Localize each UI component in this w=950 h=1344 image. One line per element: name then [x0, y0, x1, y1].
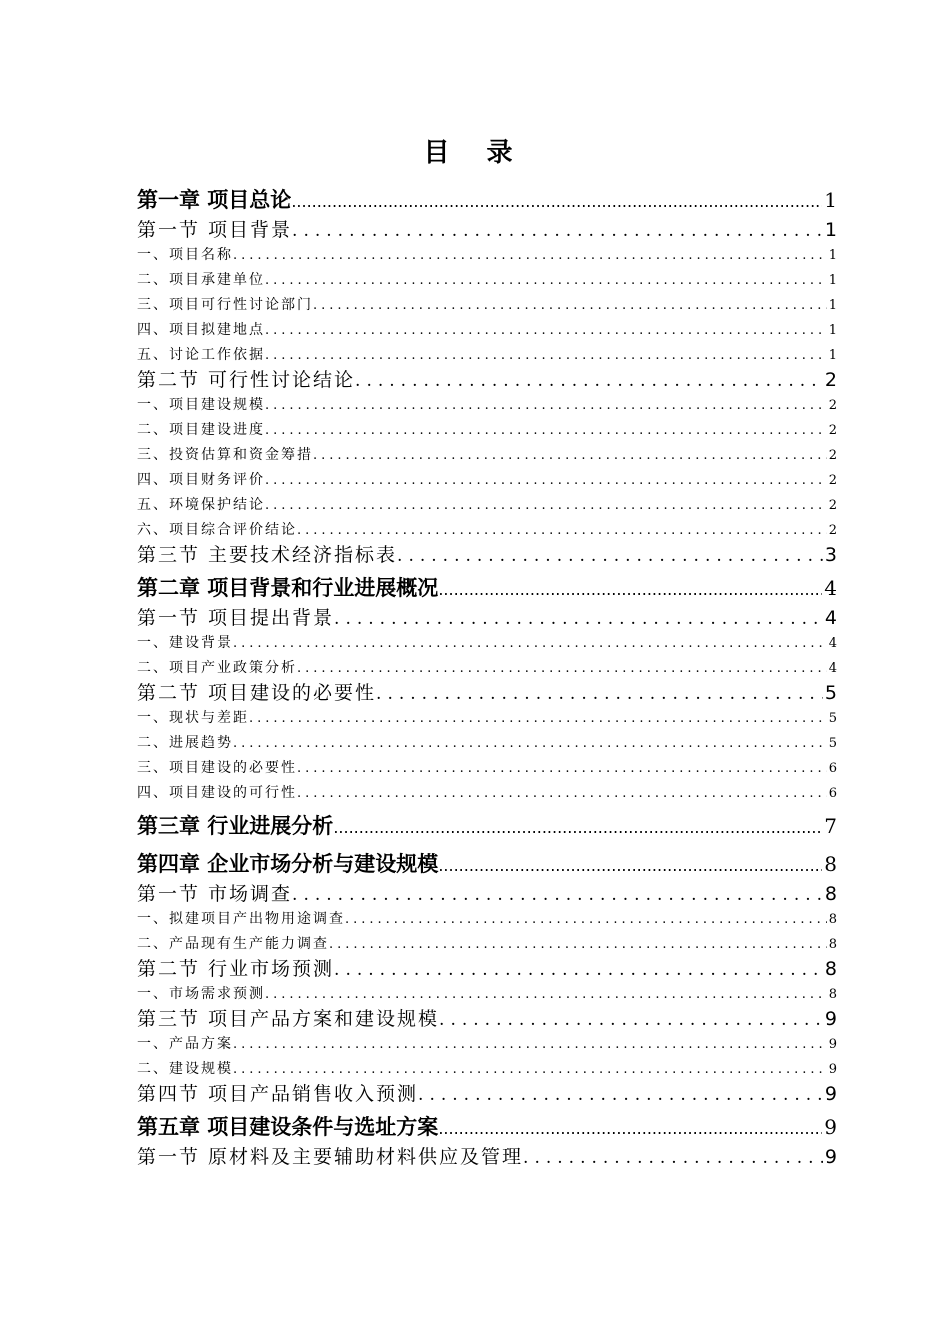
toc-dot-leader: [265, 268, 827, 293]
toc-entry-label: 第一节 项目提出背景: [137, 607, 335, 629]
toc-entry-page: 8: [828, 937, 837, 952]
toc-entry-label: 二、项目建设进度: [137, 422, 265, 438]
toc-entry-chapter[interactable]: [137, 183, 837, 218]
toc-entry-section[interactable]: [137, 1007, 837, 1032]
toc-entry-label: 第二节 行业市场预测: [137, 958, 335, 980]
toc-dot-leader: [523, 1146, 823, 1170]
toc-entry-item[interactable]: [137, 268, 837, 293]
toc-entry-label: 三、项目可行性讨论部门: [137, 297, 313, 313]
toc-entry-section[interactable]: [137, 606, 837, 631]
toc-entry-item[interactable]: [137, 468, 837, 493]
toc-entry-page: 2: [828, 473, 837, 488]
toc-entry-page: 8: [824, 883, 837, 905]
toc-entry-page: 4: [828, 661, 837, 676]
toc-entry-label: 二、建设规模: [137, 1061, 233, 1077]
toc-dot-leader: [438, 848, 822, 882]
toc-entry-page: 1: [828, 248, 837, 263]
toc-entry-label: 四、项目拟建地点: [137, 322, 265, 338]
toc-entry-label: 第三章 行业进展分析: [137, 814, 334, 838]
toc-entry-section[interactable]: [137, 368, 837, 393]
toc-entry-page: 8: [828, 987, 837, 1002]
toc-entry-item[interactable]: [137, 393, 837, 418]
toc-entry-label: 四、项目建设的可行性: [137, 785, 297, 801]
toc-dot-leader: [297, 781, 827, 806]
toc-entry-page: 8: [828, 912, 837, 927]
toc-entry-page: 1: [828, 298, 837, 313]
toc-dot-leader: [345, 907, 827, 932]
toc-entry-page: 1: [828, 348, 837, 363]
toc-dot-leader: [265, 468, 827, 493]
toc-entry-label: 第四章 企业市场分析与建设规模: [137, 852, 439, 876]
toc-entry-label: 六、项目综合评价结论: [137, 522, 297, 538]
toc-entry-label: 第二节 可行性讨论结论: [137, 369, 356, 391]
toc-entry-page: 2: [828, 423, 837, 438]
toc-entry-label: 一、产品方案: [137, 1036, 233, 1052]
toc-dot-leader: [418, 1083, 823, 1107]
toc-dot-leader: [265, 418, 827, 443]
toc-entry-item[interactable]: [137, 1057, 837, 1082]
toc-entry-label: 二、项目承建单位: [137, 272, 265, 288]
toc-entry-label: 三、项目建设的必要性: [137, 760, 297, 776]
toc-entry-item[interactable]: [137, 706, 837, 731]
toc-entry-label: 第一节 项目背景: [137, 219, 293, 241]
toc-entry-page: 5: [828, 711, 837, 726]
toc-entry-item[interactable]: [137, 443, 837, 468]
toc-entry-page: 8: [824, 852, 837, 876]
toc-dot-leader: [334, 607, 823, 631]
toc-entry-item[interactable]: [137, 756, 837, 781]
toc-dot-leader: [297, 756, 827, 781]
toc-entry-page: 5: [828, 736, 837, 751]
toc-dot-leader: [265, 493, 827, 518]
toc-entry-page: 1: [828, 273, 837, 288]
toc-dot-leader: [292, 883, 823, 907]
toc-entry-page: 1: [828, 323, 837, 338]
toc-dot-leader: [376, 682, 823, 706]
toc-entry-chapter[interactable]: [137, 571, 837, 606]
toc-entry-page: 4: [828, 636, 837, 651]
toc-entry-label: 四、项目财务评价: [137, 472, 265, 488]
toc-dot-leader: [297, 656, 827, 681]
toc-entry-section[interactable]: [137, 957, 837, 982]
toc-entry-item[interactable]: [137, 293, 837, 318]
toc-dot-leader: [233, 243, 827, 268]
toc-entry-label: 第一节 原材料及主要辅助材料供应及管理: [137, 1146, 524, 1168]
toc-entry-page: 9: [828, 1037, 837, 1052]
toc-dot-leader: [233, 631, 827, 656]
toc-entry-page: 9: [824, 1008, 837, 1030]
toc-entry-page: 8: [824, 958, 837, 980]
toc-entry-page: 2: [828, 448, 837, 463]
toc-entry-item[interactable]: [137, 493, 837, 518]
toc-entry-page: 2: [828, 523, 837, 538]
toc-entry-section[interactable]: [137, 1145, 837, 1170]
toc-dot-leader: [313, 443, 827, 468]
toc-dot-leader: [292, 219, 823, 243]
toc-entry-item[interactable]: [137, 982, 837, 1007]
toc-entry-item[interactable]: [137, 781, 837, 806]
toc-entry-item[interactable]: [137, 243, 837, 268]
toc-entry-page: 7: [824, 814, 837, 838]
toc-dot-leader: [329, 932, 827, 957]
toc-entry-item[interactable]: [137, 907, 837, 932]
toc-dot-leader: [233, 731, 827, 756]
toc-entry-section[interactable]: [137, 1082, 837, 1107]
toc-dot-leader: [265, 982, 827, 1007]
toc-entry-item[interactable]: [137, 656, 837, 681]
toc-dot-leader: [233, 1032, 827, 1057]
toc-entry-item[interactable]: [137, 418, 837, 443]
toc-dot-leader: [439, 1008, 823, 1032]
toc-entry-label: 一、拟建项目产出物用途调查: [137, 911, 345, 927]
toc-entry-label: 第一节 市场调查: [137, 883, 293, 905]
toc-entry-item[interactable]: [137, 631, 837, 656]
toc-entry-page: 9: [828, 1062, 837, 1077]
table-of-contents: [137, 180, 837, 1170]
toc-dot-leader: [265, 343, 827, 368]
toc-entry-page: 6: [828, 761, 837, 776]
toc-entry-page: 5: [824, 682, 837, 704]
toc-entry-label: 第三节 主要技术经济指标表: [137, 544, 398, 566]
toc-entry-page: 2: [828, 398, 837, 413]
toc-dot-leader: [249, 706, 827, 731]
toc-entry-label: 一、现状与差距: [137, 710, 249, 726]
toc-entry-item[interactable]: [137, 518, 837, 543]
toc-dot-leader: [297, 518, 827, 543]
toc-entry-label: 二、进展趋势: [137, 735, 233, 751]
toc-entry-page: 6: [828, 786, 837, 801]
toc-entry-label: 第四节 项目产品销售收入预测: [137, 1083, 419, 1105]
toc-dot-leader: [438, 1111, 822, 1145]
toc-entry-label: 一、市场需求预测: [137, 986, 265, 1002]
toc-entry-label: 一、建设背景: [137, 635, 233, 651]
toc-entry-label: 五、讨论工作依据: [137, 347, 265, 363]
toc-dot-leader: [313, 293, 827, 318]
toc-entry-item[interactable]: [137, 731, 837, 756]
toc-entry-label: 第二节 项目建设的必要性: [137, 682, 377, 704]
toc-entry-section[interactable]: [137, 543, 837, 568]
toc-entry-label: 一、项目建设规模: [137, 397, 265, 413]
toc-entry-section[interactable]: [137, 218, 837, 243]
toc-entry-page: 4: [824, 576, 837, 600]
toc-entry-label: 第三节 项目产品方案和建设规模: [137, 1008, 440, 1030]
toc-entry-label: 第五章 项目建设条件与选址方案: [137, 1115, 439, 1139]
toc-title: 目 录: [423, 138, 527, 168]
toc-entry-page: 9: [824, 1083, 837, 1105]
toc-entry-section[interactable]: [137, 681, 837, 706]
toc-entry-label: 第一章 项目总论: [137, 188, 292, 212]
toc-entry-label: 三、投资估算和资金筹措: [137, 447, 313, 463]
toc-entry-label: 二、产品现有生产能力调查: [137, 936, 329, 952]
toc-dot-leader: [333, 810, 822, 844]
toc-entry-label: 第二章 项目背景和行业进展概况: [137, 576, 439, 600]
toc-entry-item[interactable]: [137, 932, 837, 957]
toc-entry-chapter[interactable]: [137, 1110, 837, 1145]
toc-entry-page: 4: [824, 607, 837, 629]
toc-entry-page: 9: [824, 1146, 837, 1168]
toc-dot-leader: [397, 544, 823, 568]
toc-entry-page: 2: [824, 369, 837, 391]
toc-dot-leader: [265, 393, 827, 418]
toc-dot-leader: [438, 572, 822, 606]
toc-entry-page: 1: [824, 219, 837, 241]
toc-entry-item[interactable]: [137, 343, 837, 368]
toc-dot-leader: [334, 958, 823, 982]
toc-entry-item[interactable]: [137, 318, 837, 343]
toc-entry-page: 2: [828, 498, 837, 513]
toc-entry-label: 一、项目名称: [137, 247, 233, 263]
toc-entry-item[interactable]: [137, 1032, 837, 1057]
toc-dot-leader: [233, 1057, 827, 1082]
toc-entry-page: 3: [824, 544, 837, 566]
toc-entry-chapter[interactable]: [137, 847, 837, 882]
toc-dot-leader: [265, 318, 827, 343]
toc-entry-label: 五、环境保护结论: [137, 497, 265, 513]
toc-dot-leader: [355, 369, 823, 393]
toc-dot-leader: [291, 184, 822, 218]
toc-entry-page: 1: [824, 188, 837, 212]
toc-entry-section[interactable]: [137, 882, 837, 907]
toc-entry-label: 二、项目产业政策分析: [137, 660, 297, 676]
toc-entry-chapter[interactable]: [137, 809, 837, 844]
toc-entry-page: 9: [824, 1115, 837, 1139]
